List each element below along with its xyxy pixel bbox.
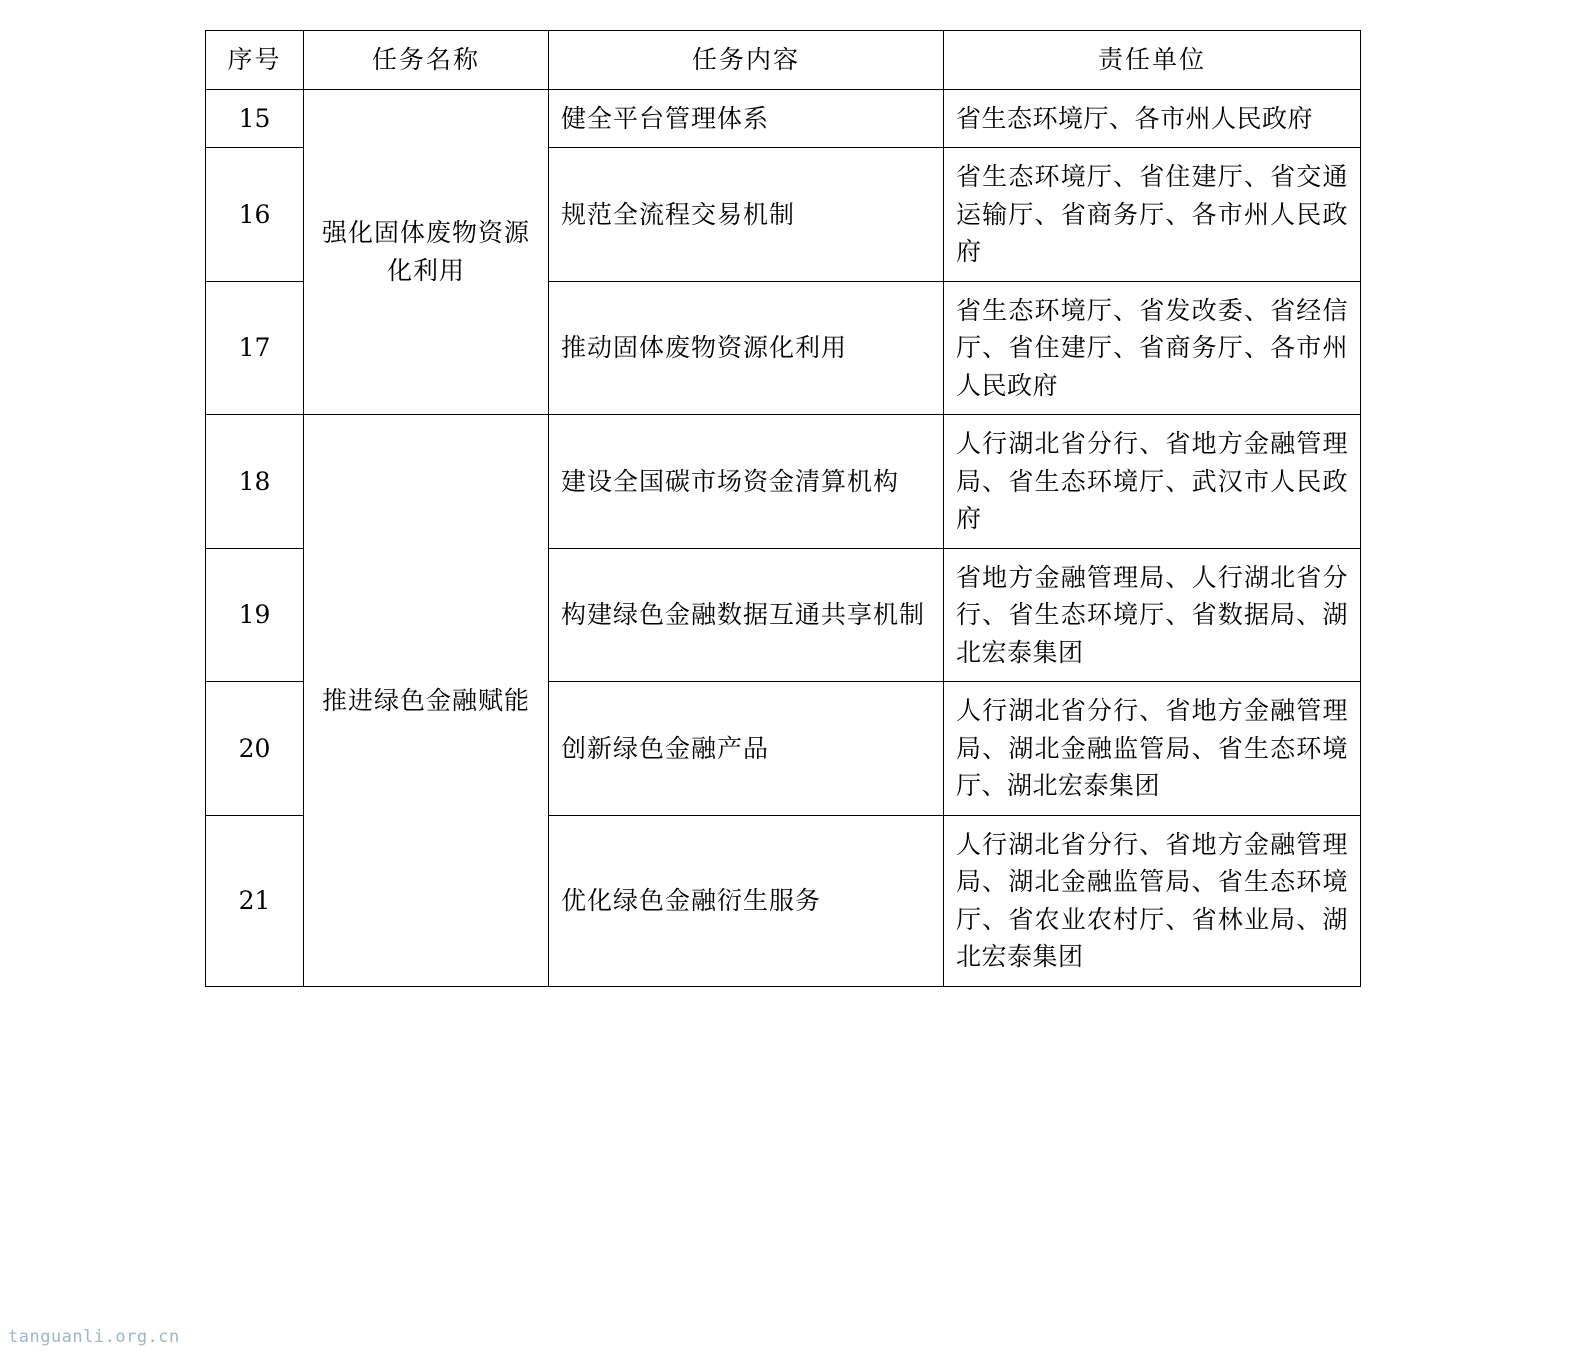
cell-seq: 19 bbox=[206, 548, 304, 682]
cell-seq: 21 bbox=[206, 815, 304, 986]
cell-seq: 17 bbox=[206, 281, 304, 415]
cell-responsible-unit: 人行湖北省分行、省地方金融管理局、省生态环境厅、武汉市人民政府 bbox=[944, 415, 1361, 549]
cell-responsible-unit: 省生态环境厅、省住建厅、省交通运输厅、省商务厅、各市州人民政府 bbox=[944, 148, 1361, 282]
cell-responsible-unit: 人行湖北省分行、省地方金融管理局、湖北金融监管局、省生态环境厅、湖北宏泰集团 bbox=[944, 682, 1361, 816]
cell-seq: 15 bbox=[206, 89, 304, 148]
cell-task-name: 推进绿色金融赋能 bbox=[304, 415, 549, 987]
cell-task-content: 优化绿色金融衍生服务 bbox=[549, 815, 944, 986]
cell-task-content: 规范全流程交易机制 bbox=[549, 148, 944, 282]
cell-seq: 20 bbox=[206, 682, 304, 816]
cell-responsible-unit: 省生态环境厅、各市州人民政府 bbox=[944, 89, 1361, 148]
site-watermark: tanguanli.org.cn bbox=[8, 1327, 180, 1347]
column-header-task-content: 任务内容 bbox=[549, 31, 944, 90]
table-row bbox=[206, 89, 1361, 148]
table-body bbox=[206, 89, 1361, 986]
cell-task-name: 强化固体废物资源化利用 bbox=[304, 89, 549, 415]
cell-responsible-unit: 人行湖北省分行、省地方金融管理局、湖北金融监管局、省生态环境厅、省农业农村厅、省林业局、湖北宏泰集团 bbox=[944, 815, 1361, 986]
cell-task-content: 建设全国碳市场资金清算机构 bbox=[549, 415, 944, 549]
cell-responsible-unit: 省生态环境厅、省发改委、省经信厅、省住建厅、省商务厅、各市州人民政府 bbox=[944, 281, 1361, 415]
table-row bbox=[206, 415, 1361, 549]
cell-seq: 16 bbox=[206, 148, 304, 282]
cell-task-content: 健全平台管理体系 bbox=[549, 89, 944, 148]
column-header-seq: 序号 bbox=[206, 31, 304, 90]
cell-task-content: 构建绿色金融数据互通共享机制 bbox=[549, 548, 944, 682]
column-header-responsible-unit: 责任单位 bbox=[944, 31, 1361, 90]
task-assignment-table bbox=[205, 30, 1361, 987]
column-header-task-name: 任务名称 bbox=[304, 31, 549, 90]
cell-responsible-unit: 省地方金融管理局、人行湖北省分行、省生态环境厅、省数据局、湖北宏泰集团 bbox=[944, 548, 1361, 682]
table-header bbox=[206, 31, 1361, 90]
cell-task-content: 推动固体废物资源化利用 bbox=[549, 281, 944, 415]
cell-task-content: 创新绿色金融产品 bbox=[549, 682, 944, 816]
cell-seq: 18 bbox=[206, 415, 304, 549]
table-header-row bbox=[206, 31, 1361, 90]
